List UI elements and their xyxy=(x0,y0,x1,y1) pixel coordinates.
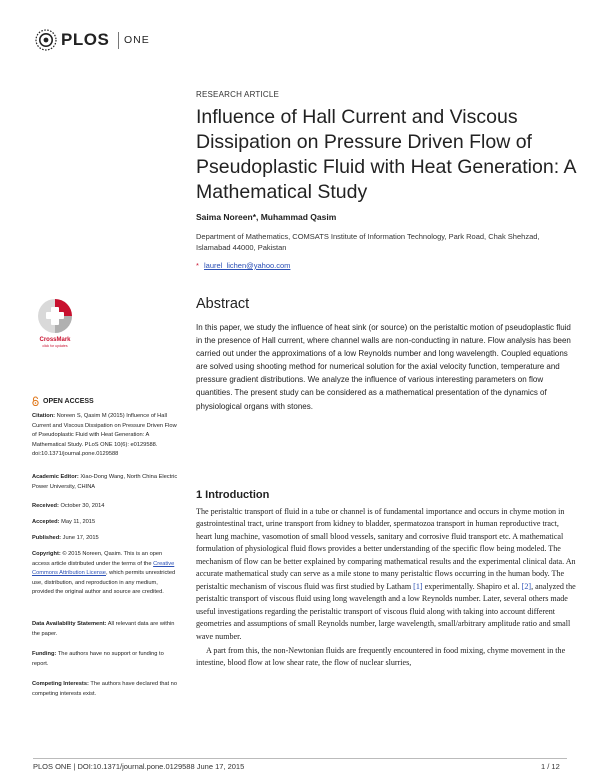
page-number: 1 / 12 xyxy=(541,762,560,771)
accepted-label: Accepted: xyxy=(32,519,60,525)
introduction-paragraph-2: A part from this, the non-Newtonian fluids are frequently encountered in food mixing, chyme movement in the intestine, blood flow at low shear rate, the flow of nuclear slurries, xyxy=(196,645,566,668)
reference-link-2[interactable]: [2] xyxy=(521,581,532,591)
funding-text: The authors have no support or funding to report. xyxy=(32,651,164,667)
crossmark-sublabel: click for updates xyxy=(42,344,68,348)
footer-divider xyxy=(33,758,567,759)
plos-logo-icon xyxy=(33,27,59,53)
intro-text-part-1: The peristaltic transport of fluid in a tube or channel is of fundamental importance and occurs in chyme motion in gastrointestinal tract, urine transport from kidney to bladder, spermatozoa transport in human reproductive tract, heart lung machine, vasomotion of small blood vessels, sanitary and corrosive fluid transport etc. A mathematical formulation of physiological fluid flows provides a better understanding of the specific flow being modeled. The mechanism of flow can be better explained by comparing mathematical results and the experimental clinical data. An accurate mathematical study can serve as a mile stone to many peristaltic flows occurring in the human body. The peristaltic mechanism of viscous fluid was first studied by Latham xyxy=(196,507,576,591)
received-value: October 30, 2014 xyxy=(60,503,105,509)
footer-citation: PLOS ONE | DOI:10.1371/journal.pone.0129588 June 17, 2015 xyxy=(33,762,245,771)
copyright-text-pre: © 2015 Noreen, Qasim. This is an open access article distributed under the terms of the xyxy=(32,551,163,567)
academic-editor-text: Xiao-Dong Wang, North China Electric Power University, CHINA xyxy=(32,474,178,490)
intro-text-part-2: experimentally. Shapiro et al. xyxy=(422,581,522,591)
corresponding-email-link[interactable]: laurel_lichen@yahoo.com xyxy=(204,261,291,270)
article-type: RESEARCH ARTICLE xyxy=(196,90,280,99)
accepted-date xyxy=(32,518,180,528)
citation-block xyxy=(32,412,180,460)
introduction-body xyxy=(196,506,576,670)
author-list: Saima Noreen*, Muhammad Qasim xyxy=(196,212,337,222)
intro-text-part-3: , analyzed the peristaltic transport of viscous fluid using long wavelength and a low Reynolds number. Later, several others made useful investigations regarding the peristaltic transport of viscous fluid along with taking into account different geometries and assumptions of small Reynolds number, large wavelength, small/arbitrary amplitude ratio and small wave number. xyxy=(196,581,576,641)
license-link[interactable]: Creative Commons Attribution License xyxy=(32,560,175,577)
received-date xyxy=(32,502,180,512)
published-label: Published: xyxy=(32,535,62,541)
logo-journal: ONE xyxy=(124,34,150,46)
citation-label: Citation: xyxy=(32,413,56,419)
article-title: Influence of Hall Current and Viscous Dissipation on Pressure Driven Flow of Pseudoplastic Fluid with Heat Generation: A Mathematical Study xyxy=(196,106,576,203)
open-access-label xyxy=(32,396,94,406)
logo-divider xyxy=(118,32,119,49)
published-date xyxy=(32,534,180,544)
academic-editor-block xyxy=(32,473,180,492)
open-access-text: OPEN ACCESS xyxy=(43,397,94,405)
crossmark-label: CrossMark xyxy=(39,337,71,343)
academic-editor-label: Academic Editor: xyxy=(32,474,79,480)
competing-interests-text: The authors have declared that no competing interests exist. xyxy=(32,681,178,697)
introduction-heading: 1 Introduction xyxy=(196,489,270,501)
abstract-heading: Abstract xyxy=(196,296,250,312)
corresponding-marker: * xyxy=(196,261,199,270)
funding-block xyxy=(32,650,180,669)
data-availability-block xyxy=(32,620,180,639)
crossmark-icon xyxy=(31,296,79,338)
data-availability-label: Data Availability Statement: xyxy=(32,621,107,627)
corresponding-email-row xyxy=(196,261,290,270)
competing-interests-label: Competing Interests: xyxy=(32,681,89,687)
introduction-paragraph-1 xyxy=(196,506,576,643)
copyright-block xyxy=(32,550,180,598)
author-affiliation: Department of Mathematics, COMSATS Institute of Information Technology, Park Road, Chak Shehzad, Islamabad 44000, Pakistan xyxy=(196,232,540,252)
competing-interests-block xyxy=(32,680,180,699)
data-availability-text: All relevant data are within the paper. xyxy=(32,621,175,637)
citation-text: Noreen S, Qasim M (2015) Influence of Hall Current and Viscous Dissipation on Pressure Driven Flow of Pseudoplastic Fluid with Heat Generation: A Mathematical Study. PLoS ONE 10(6): e0129588. doi:10.1371/journal.pone.0129588 xyxy=(32,413,177,458)
funding-label: Funding: xyxy=(32,651,57,657)
received-label: Received: xyxy=(32,503,59,509)
logo-brand: PLOS xyxy=(61,30,110,49)
accepted-value: May 11, 2015 xyxy=(61,519,96,525)
reference-link-1[interactable]: [1] xyxy=(413,581,423,591)
plos-one-logo xyxy=(33,24,183,54)
published-value: June 17, 2015 xyxy=(62,535,99,541)
copyright-text-post: , which permits unrestricted use, distribution, and reproduction in any medium, provided the original author and source are credited. xyxy=(32,570,176,596)
copyright-label: Copyright: xyxy=(32,551,61,557)
crossmark-badge[interactable] xyxy=(31,296,79,356)
abstract-text: In this paper, we study the influence of heat sink (or source) on the peristaltic motion of pseudoplastic fluid in the presence of Hall current, where channel walls are non-conducting in nature. Flow analysis has been carried out under the approximations of a low Reynolds number and long wavelength. Coupled equations are solved using shooting method for numerical solution for the axial velocity function, temperature and pressure gradient distributions. We analyze the influence of various interesting parameters on flow quantities. The present study can be considered as a mathematical presentation of the dynamics of physiological organs with stones. xyxy=(196,323,571,411)
open-lock-icon xyxy=(32,396,39,406)
